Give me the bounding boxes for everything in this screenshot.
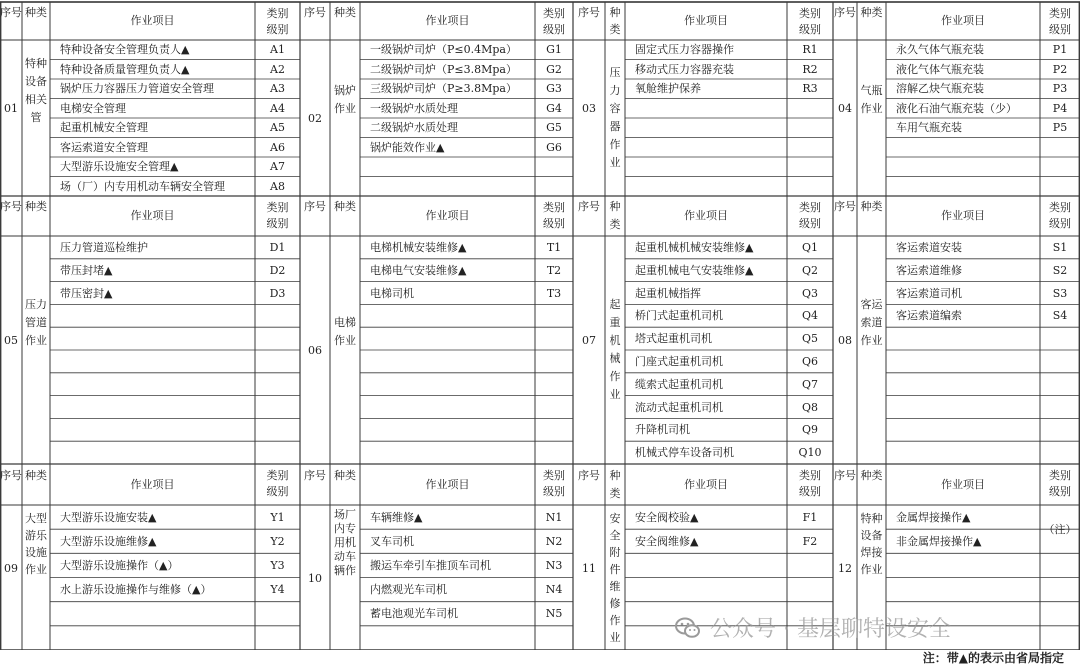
header-item: 作业项目 xyxy=(941,14,985,27)
header-code: 类别级别 xyxy=(1049,469,1071,498)
item-name: 液化石油气瓶充装（少） xyxy=(896,101,1017,115)
item-name: 大型游乐设施安装▲ xyxy=(60,510,157,524)
item-name: 流动式起重机司机 xyxy=(635,400,723,414)
item-name: 水上游乐设施操作与维修（▲） xyxy=(60,583,212,597)
item-name: 永久气体气瓶充装 xyxy=(896,43,984,57)
item-code: Q8 xyxy=(801,400,819,414)
item-name: 内燃观光车司机 xyxy=(370,583,447,597)
block-seq: 02 xyxy=(308,112,322,125)
watermark xyxy=(674,612,951,643)
header-code: 类别级别 xyxy=(1049,7,1071,36)
header-seq: 序号 xyxy=(0,200,22,213)
item-code: N1 xyxy=(545,510,563,524)
item-code: Q9 xyxy=(801,423,819,437)
item-name: 液化气体气瓶充装 xyxy=(896,62,984,76)
header-item: 作业项目 xyxy=(130,14,175,27)
item-name: 起重机械指挥 xyxy=(635,286,701,300)
item-code: D1 xyxy=(269,240,286,254)
item-code: G1 xyxy=(546,43,562,57)
header-code: 类别级别 xyxy=(543,201,565,230)
item-code: G6 xyxy=(546,140,562,154)
header-kind: 种类 xyxy=(609,6,621,36)
header-kind: 种类 xyxy=(334,468,356,482)
block-seq: 08 xyxy=(838,334,852,347)
item-code: Y2 xyxy=(270,534,285,548)
item-code: R2 xyxy=(802,62,818,76)
item-code: G2 xyxy=(546,62,562,76)
item-name: 金属焊接操作▲ xyxy=(896,510,971,524)
header-code: 类别级别 xyxy=(799,7,821,36)
header-kind: 种类 xyxy=(860,200,883,213)
item-code: A3 xyxy=(270,82,285,96)
block-seq: 03 xyxy=(582,102,596,115)
item-name: 锅炉压力容器压力管道安全管理 xyxy=(60,82,214,96)
item-name: 客运索道安装 xyxy=(896,240,962,254)
header-seq: 序号 xyxy=(0,468,22,482)
item-code: Q6 xyxy=(801,354,819,368)
header-item: 作业项目 xyxy=(425,209,470,222)
item-name: 安全阀校验▲ xyxy=(635,510,699,524)
header-kind: 种类 xyxy=(609,200,621,231)
block-kind: 气瓶作业 xyxy=(860,84,883,115)
footnote: 注：带▲的表示由省局指定 xyxy=(922,651,1064,665)
item-name: 三级锅炉司炉（P≥3.8Mpa） xyxy=(370,82,517,96)
item-code: A1 xyxy=(270,43,285,57)
item-code: S2 xyxy=(1052,263,1068,277)
item-code: N3 xyxy=(545,558,563,572)
item-name: 桥门式起重机司机 xyxy=(635,309,723,323)
item-code: Y4 xyxy=(270,583,285,597)
item-name: 门座式起重机司机 xyxy=(635,354,723,368)
item-name: 大型游乐设施维修▲ xyxy=(60,534,157,548)
header-seq: 序号 xyxy=(834,468,856,482)
header-code: 类别级别 xyxy=(543,469,565,498)
item-name: 压力管道巡检维护 xyxy=(60,240,148,254)
item-name: 二级锅炉水质处理 xyxy=(370,121,458,135)
item-code: Q7 xyxy=(801,377,819,391)
item-name: 一级锅炉司炉（P≤0.4Mpa） xyxy=(370,43,517,57)
block-seq: 06 xyxy=(308,344,322,357)
header-seq: 序号 xyxy=(834,6,856,19)
item-code: D2 xyxy=(269,263,286,277)
item-name: 带压封堵▲ xyxy=(60,263,113,277)
item-name: 安全阀维修▲ xyxy=(635,534,699,548)
block-kind: 大型游乐设施作业 xyxy=(25,511,47,576)
header-item: 作业项目 xyxy=(684,14,728,27)
item-name: 一级锅炉水质处理 xyxy=(370,101,458,115)
item-code: A7 xyxy=(270,160,285,174)
header-kind: 种类 xyxy=(334,200,356,213)
header-code: 类别级别 xyxy=(266,201,289,230)
item-code: P3 xyxy=(1052,82,1068,96)
header-item: 作业项目 xyxy=(130,477,175,491)
item-code: Q4 xyxy=(801,309,819,323)
item-code: A6 xyxy=(270,140,285,154)
wechat-icon xyxy=(674,614,702,642)
item-code: S3 xyxy=(1052,286,1068,300)
header-item: 作业项目 xyxy=(941,209,985,222)
item-code: T1 xyxy=(546,240,562,254)
item-name: 溶解乙炔气瓶充装 xyxy=(896,82,984,96)
item-name: 客运索道司机 xyxy=(896,286,962,300)
header-code: 类别级别 xyxy=(266,469,289,498)
item-code: N2 xyxy=(545,534,563,548)
block-kind: 特种设备相关管 xyxy=(25,57,47,124)
item-name: 固定式压力容器操作 xyxy=(635,43,734,57)
block-seq: 12 xyxy=(838,561,852,575)
item-code: Y3 xyxy=(270,558,285,572)
item-code: N4 xyxy=(545,583,563,597)
block-kind: 特种设备焊接作业 xyxy=(860,511,883,576)
item-name: 起重机械电气安装维修▲ xyxy=(635,263,754,277)
block-seq: 04 xyxy=(838,102,852,115)
header-seq: 序号 xyxy=(834,200,856,213)
item-name: 电梯司机 xyxy=(370,286,414,300)
block-kind: 锅炉作业 xyxy=(334,84,356,115)
item-code: Y1 xyxy=(270,510,285,524)
item-name: 电梯安全管理 xyxy=(60,101,126,115)
header-kind: 种类 xyxy=(334,6,356,19)
header-item: 作业项目 xyxy=(684,209,728,222)
header-kind: 种类 xyxy=(25,6,47,19)
item-name: 车辆维修▲ xyxy=(370,510,423,524)
item-name: 车用气瓶充装 xyxy=(896,121,962,135)
item-name: 缆索式起重机司机 xyxy=(635,377,723,391)
item-code: A4 xyxy=(270,101,285,115)
item-name: 起重机械机械安装维修▲ xyxy=(635,240,754,254)
item-name: 锅炉能效作业▲ xyxy=(370,140,445,154)
item-code: G5 xyxy=(546,121,562,135)
item-name: 升降机司机 xyxy=(635,423,690,437)
item-code: Q2 xyxy=(801,263,819,277)
item-note: （注） xyxy=(1043,523,1077,537)
item-name: 氧舱维护保养 xyxy=(635,82,701,96)
item-name: 客运索道编索 xyxy=(896,309,962,323)
item-name: 客运索道维修 xyxy=(896,263,962,277)
header-item: 作业项目 xyxy=(425,14,470,27)
item-code: T2 xyxy=(546,263,562,277)
header-seq: 序号 xyxy=(304,200,326,213)
header-seq: 序号 xyxy=(578,6,600,19)
item-code: A2 xyxy=(270,62,285,76)
item-name: 场（厂）内专用机动车辆安全管理 xyxy=(60,179,225,193)
block-seq: 10 xyxy=(308,571,322,585)
header-item: 作业项目 xyxy=(684,477,728,491)
watermark-text: 公众号 · 基层聊特设安全 xyxy=(710,617,951,642)
item-name: 二级锅炉司炉（P≤3.8Mpa） xyxy=(370,62,517,76)
header-code: 类别级别 xyxy=(266,7,289,36)
item-code: S4 xyxy=(1052,309,1068,323)
item-code: Q10 xyxy=(798,446,822,460)
item-name: 带压密封▲ xyxy=(60,286,113,300)
item-code: A5 xyxy=(270,121,285,135)
item-code: F2 xyxy=(802,534,818,548)
item-name: 起重机械安全管理 xyxy=(60,121,148,135)
item-code: Q5 xyxy=(801,332,819,346)
header-item: 作业项目 xyxy=(130,209,175,222)
item-code: R3 xyxy=(802,82,818,96)
item-code: Q3 xyxy=(801,286,819,300)
block-kind: 起重机械作业 xyxy=(609,298,621,401)
item-name: 特种设备质量管理负责人▲ xyxy=(60,62,190,76)
item-name: 机械式停车设备司机 xyxy=(635,446,734,460)
item-code: P1 xyxy=(1052,43,1068,57)
block-kind: 安全附件维修作业 xyxy=(609,511,621,644)
item-code: R1 xyxy=(802,43,818,57)
item-name: 特种设备安全管理负责人▲ xyxy=(60,43,190,57)
header-kind: 种类 xyxy=(860,468,883,482)
header-seq: 序号 xyxy=(578,200,600,213)
block-kind: 压力管道作业 xyxy=(25,298,47,347)
item-code: F1 xyxy=(802,510,818,524)
item-name: 客运索道安全管理 xyxy=(60,140,148,154)
block-kind: 场厂内专用机动车辆作 xyxy=(334,507,356,577)
header-seq: 序号 xyxy=(304,468,326,482)
item-name: 大型游乐设施安全管理▲ xyxy=(60,160,179,174)
block-kind: 压力容器作业 xyxy=(609,66,621,169)
block-kind: 客运索道作业 xyxy=(860,298,883,347)
item-code: P2 xyxy=(1052,62,1068,76)
header-item: 作业项目 xyxy=(425,477,470,491)
block-seq: 05 xyxy=(4,334,18,347)
header-code: 类别级别 xyxy=(543,7,565,36)
header-seq: 序号 xyxy=(578,468,600,482)
header-kind: 种类 xyxy=(609,468,621,500)
header-kind: 种类 xyxy=(25,468,47,482)
item-code: Q1 xyxy=(801,240,819,254)
item-code: D3 xyxy=(269,286,286,300)
item-code: N5 xyxy=(545,607,563,621)
item-code: T3 xyxy=(546,286,562,300)
block-kind: 电梯作业 xyxy=(334,316,356,347)
block-seq: 07 xyxy=(582,334,596,347)
header-code: 类别级别 xyxy=(1049,201,1071,230)
header-kind: 种类 xyxy=(860,6,883,19)
item-code: A8 xyxy=(270,179,285,193)
block-seq: 11 xyxy=(582,561,596,575)
header-code: 类别级别 xyxy=(799,201,821,230)
item-code: P4 xyxy=(1052,101,1068,115)
item-name: 非金属焊接操作▲ xyxy=(896,534,982,548)
header-item: 作业项目 xyxy=(941,477,985,491)
item-code: P5 xyxy=(1052,121,1068,135)
header-kind: 种类 xyxy=(25,200,47,213)
header-seq: 序号 xyxy=(304,6,326,19)
block-seq: 09 xyxy=(4,561,18,575)
item-name: 电梯机械安装维修▲ xyxy=(370,240,467,254)
header-seq: 序号 xyxy=(0,6,22,19)
header-code: 类别级别 xyxy=(799,469,821,498)
item-name: 塔式起重机司机 xyxy=(635,332,712,346)
item-code: G4 xyxy=(546,101,562,115)
block-seq: 01 xyxy=(4,102,18,115)
item-code: G3 xyxy=(546,82,562,96)
item-name: 搬运车牵引车推顶车司机 xyxy=(370,558,491,572)
item-name: 叉车司机 xyxy=(370,534,414,548)
item-name: 蓄电池观光车司机 xyxy=(370,607,458,621)
item-name: 电梯电气安装维修▲ xyxy=(370,263,467,277)
item-code: S1 xyxy=(1052,240,1068,254)
item-name: 大型游乐设施操作（▲） xyxy=(60,558,179,572)
item-name: 移动式压力容器充装 xyxy=(635,62,734,76)
